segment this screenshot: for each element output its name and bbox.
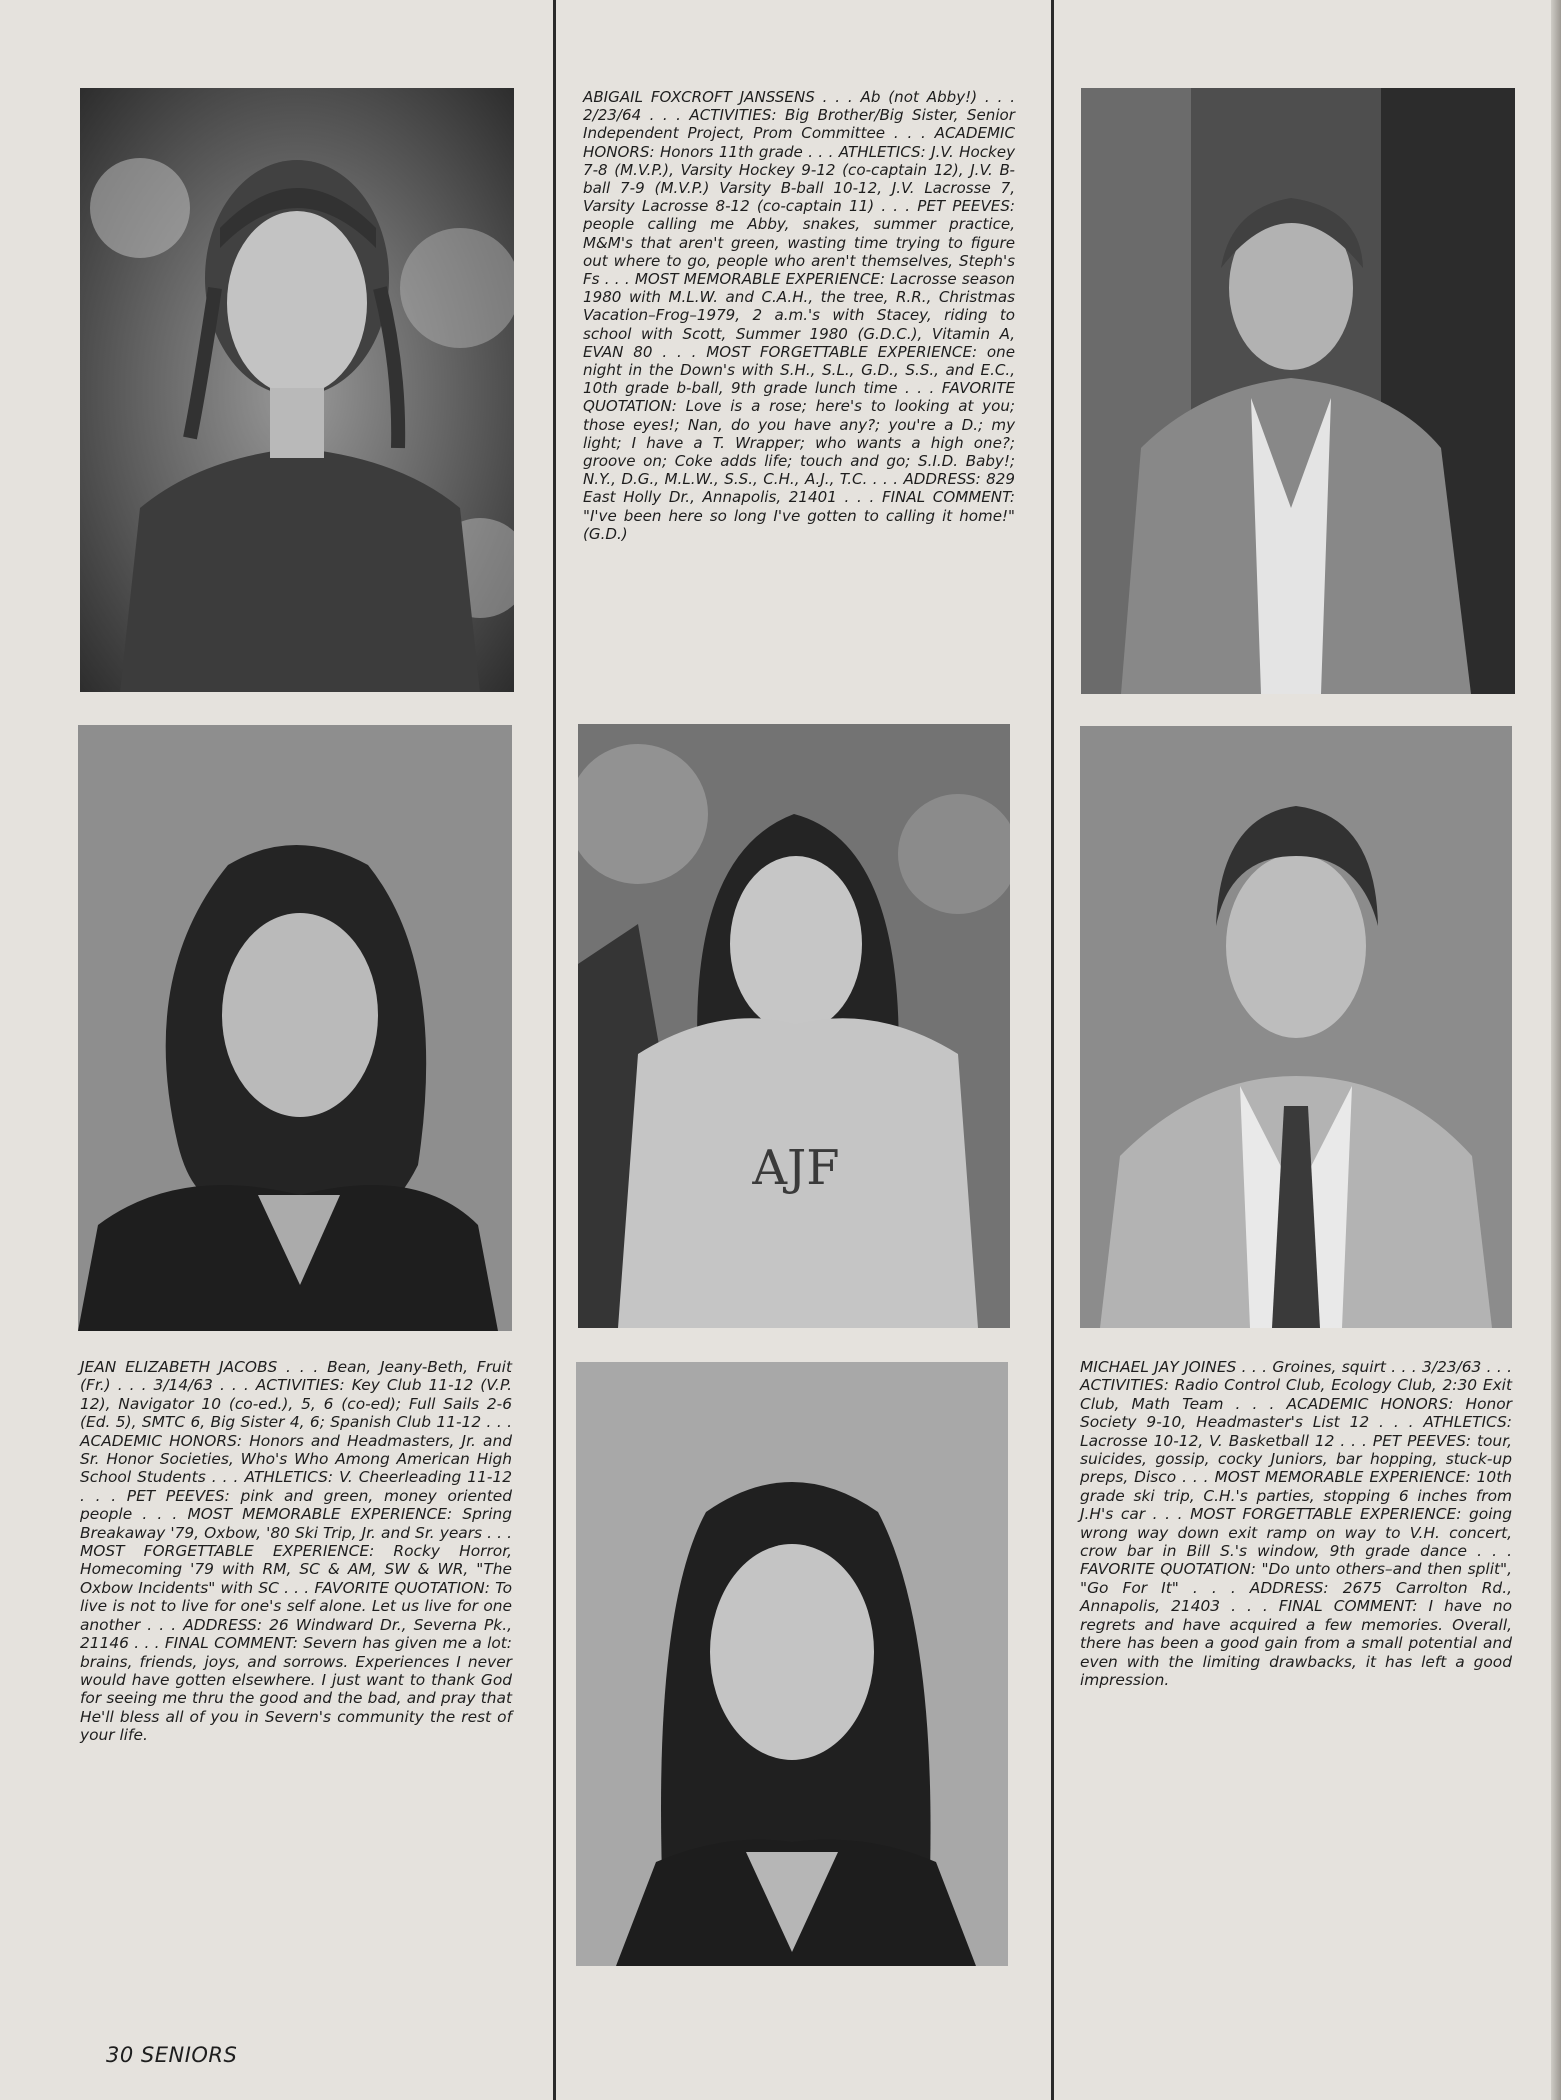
bio-michael-joines: MICHAEL JAY JOINES . . . Groines, squirt . . . 3/23/63 . . . ACTIVITIES: Radio Control Club, Ecology Club, 2:30 Exit Club, Math Team . . . ACADEMIC HONORS: Honor Society 9-10, Headmaster's List 12 . . . ATHLETICS: Lacrosse 10-12, V. Basketball 12 . . . PET PEEVES: tour, suicides, gossip, cocky Juniors, bar hopping, stuck-up preps, Disco . . . MOST MEMORABLE EXPERIENCE: 10th grade ski trip, C.H.'s parties, stopping 6 inches from J.H's car . . . MOST FORGETTABLE EXPERIENCE: going wrong way down exit ramp on way to V.H. concert, crow bar in Bill S.'s window, 9th grade dance . . . FAVORITE QUOTATION: "Do unto others–and then split", "Go For It" . . . ADDRESS: 2675 Carrolton Rd., Annapolis, 21403 . . . FINAL COMMENT: I have no regrets and have acquired a few memories. Overall, there has been a good gain from a small potential and even with the limiting drawbacks, it has left a good impression. bbox=[1080, 1358, 1512, 1689]
page-folio: 30 SENIORS bbox=[106, 2043, 238, 2067]
column-divider-left bbox=[553, 0, 556, 2100]
portrait-long-hair-girl bbox=[576, 1362, 1008, 1966]
column-divider-right bbox=[1051, 0, 1054, 2100]
portrait-michael-joines bbox=[1080, 726, 1512, 1328]
portrait-jean-jacobs bbox=[78, 725, 512, 1331]
bio-jean-jacobs: JEAN ELIZABETH JACOBS . . . Bean, Jeany-Beth, Fruit (Fr.) . . . 3/14/63 . . . ACTIVITIES: Key Club 11-12 (V.P. 12), Navigator 10 (co-ed.), 5, 6 (co-ed); Full Sails 2-6 (Ed. 5), SMTC 6, Big Sister 4, 6; Spanish Club 11-12 . . . ACADEMIC HONORS: Honors and Headmasters, Jr. and Sr. Honor Societies, Who's Who Among American High School Students . . . ATHLETICS: V. Cheerleading 11-12 . . . PET PEEVES: pink and green, money oriented people . . . MOST MEMORABLE EXPERIENCE: Spring Breakaway '79, Oxbow, '80 Ski Trip, Jr. and Sr. years . . . MOST FORGETTABLE EXPERIENCE: Rocky Horror, Homecoming '79 with RM, SC & AM, SW & WR, "The Oxbow Incidents" with SC . . . FAVORITE QUOTATION: To live is not to live for one's self alone. Let us live for one another . . . ADDRESS: 26 Windward Dr., Severna Pk., 21146 . . . FINAL COMMENT: Severn has given me a lot: brains, friends, joys, and sorrows. Experiences I never would have gotten elsewhere. I just want to thank God for seeing me thru the good and the bad, and pray that He'll bless all of you in Severn's community the rest of your life. bbox=[80, 1358, 512, 1745]
page-edge bbox=[1551, 0, 1561, 2100]
bio-abigail-janssens: ABIGAIL FOXCROFT JANSSENS . . . Ab (not Abby!) . . . 2/23/64 . . . ACTIVITIES: Big Brother/Big Sister, Senior Independent Project, Prom Committee . . . ACADEMIC HONORS: Honors 11th grade . . . ATHLETICS: J.V. Hockey 7-8 (M.V.P.), Varsity Hockey 9-12 (co-captain 12), J.V. B-ball 7-9 (M.V.P.) Varsity B-ball 10-12, J.V. Lacrosse 7, Varsity Lacrosse 8-12 (co-captain 11) . . . PET PEEVES: people calling me Abby, snakes, summer practice, M&M's that aren't green, wasting time trying to figure out where to go, people who aren't themselves, Steph's Fs . . . MOST MEMORABLE EXPERIENCE: Lacrosse season 1980 with M.L.W. and C.A.H., the tree, R.R., Christmas Vacation–Frog–1979, 2 a.m.'s with Stacey, riding to school with Scott, Summer 1980 (G.D.C.), Vitamin A, EVAN 80 . . . MOST FORGETTABLE EXPERIENCE: one night in the Down's with S.H., S.L., G.D., S.S., and E.C., 10th grade b-ball, 9th grade lunch time . . . FAVORITE QUOTATION: Love is a rose; here's to looking at you; those eyes!; Nan, do you have any?; you're a D.; my light; I have a T. Wrapper; who wants a high one?; groove on; Coke adds life; touch and go; S.I.D. Baby!; N.Y., D.G., M.L.W., S.S., C.H., A.J., T.C. . . . ADDRESS: 829 East Holly Dr., Annapolis, 21401 . . . FINAL COMMENT: "I've been here so long I've gotten to calling it home!" (G.D.) bbox=[583, 88, 1015, 543]
portrait-young-man-open-collar bbox=[1081, 88, 1515, 694]
portrait-monogram-sweater-girl bbox=[578, 724, 1010, 1328]
monogram-text: AJF bbox=[752, 1140, 840, 1196]
portrait-braids-girl bbox=[80, 88, 514, 692]
